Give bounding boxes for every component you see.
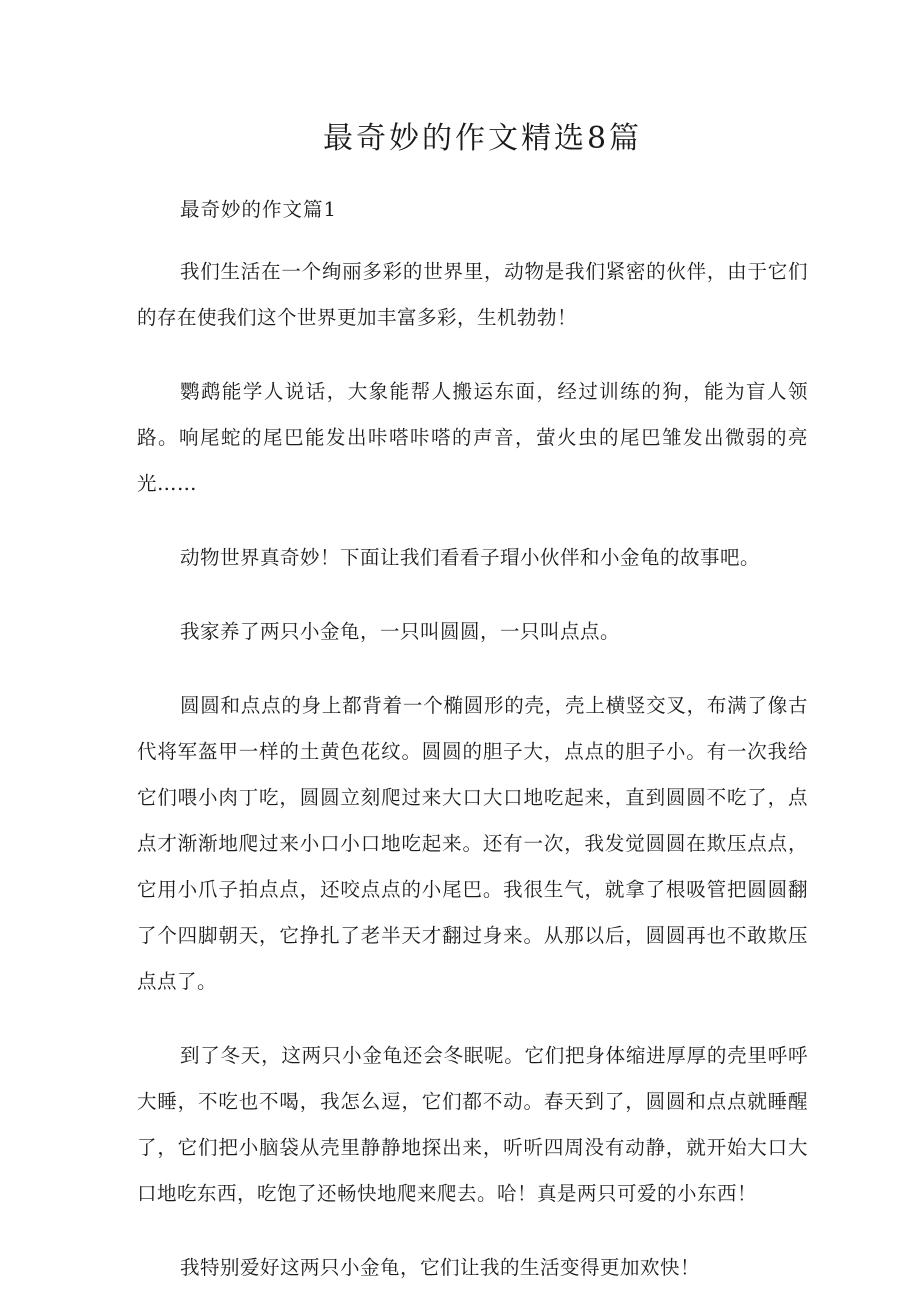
paragraph-1: 我们生活在一个绚丽多彩的世界里，动物是我们紧密的伙伴，由于它们的存在使我们这个世界更加丰富多彩，生机勃勃！ [137, 260, 808, 329]
paragraph-3: 动物世界真奇妙！下面让我们看看子瑁小伙伴和小金龟的故事吧。 [180, 546, 761, 569]
document-title: 最奇妙的作文精选8篇 [322, 121, 643, 156]
section-heading: 最奇妙的作文篇1 [180, 198, 337, 221]
paragraph-4: 我家养了两只小金龟，一只叫圆圆，一只叫点点。 [180, 620, 621, 643]
paragraph-7: 我特别爱好这两只小金龟，它们让我的生活变得更加欢快！ [180, 1256, 701, 1279]
paragraph-5: 圆圆和点点的身上都背着一个椭圆形的壳，壳上横竖交叉，布满了像古代将军盔甲一样的土黄色花纹。圆圆的胆子大，点点的胆子小。有一次我给它们喂小肉丁吃，圆圆立刻爬过来大口大口地吃起来，直到圆圆不吃了，点点才渐渐地爬过来小口小口地吃起来。还有一次，我发觉圆圆在欺压点点，它用小爪子拍点点，还咬点点的小尾巴。我很生气，就拿了根吸管把圆圆翻了个四脚朝天，它挣扎了老半天才翻过身来。从那以后，圆圆再也不敢欺压点点了。 [137, 694, 808, 993]
paragraph-6: 到了冬天，这两只小金龟还会冬眠呢。它们把身体缩进厚厚的壳里呼呼大睡，不吃也不喝，我怎么逗，它们都不动。春天到了，圆圆和点点就睡醒了，它们把小脑袋从壳里静静地探出来，听听四周没有动静，就开始大口大口地吃东西，吃饱了还畅快地爬来爬去。哈！真是两只可爱的小东西！ [137, 1044, 808, 1205]
paragraph-2: 鹦鹉能学人说话，大象能帮人搬运东面，经过训练的狗，能为盲人领路。响尾蛇的尾巴能发出咔嗒咔嗒的声音，萤火虫的尾巴雏发出微弱的亮光…… [137, 380, 808, 495]
